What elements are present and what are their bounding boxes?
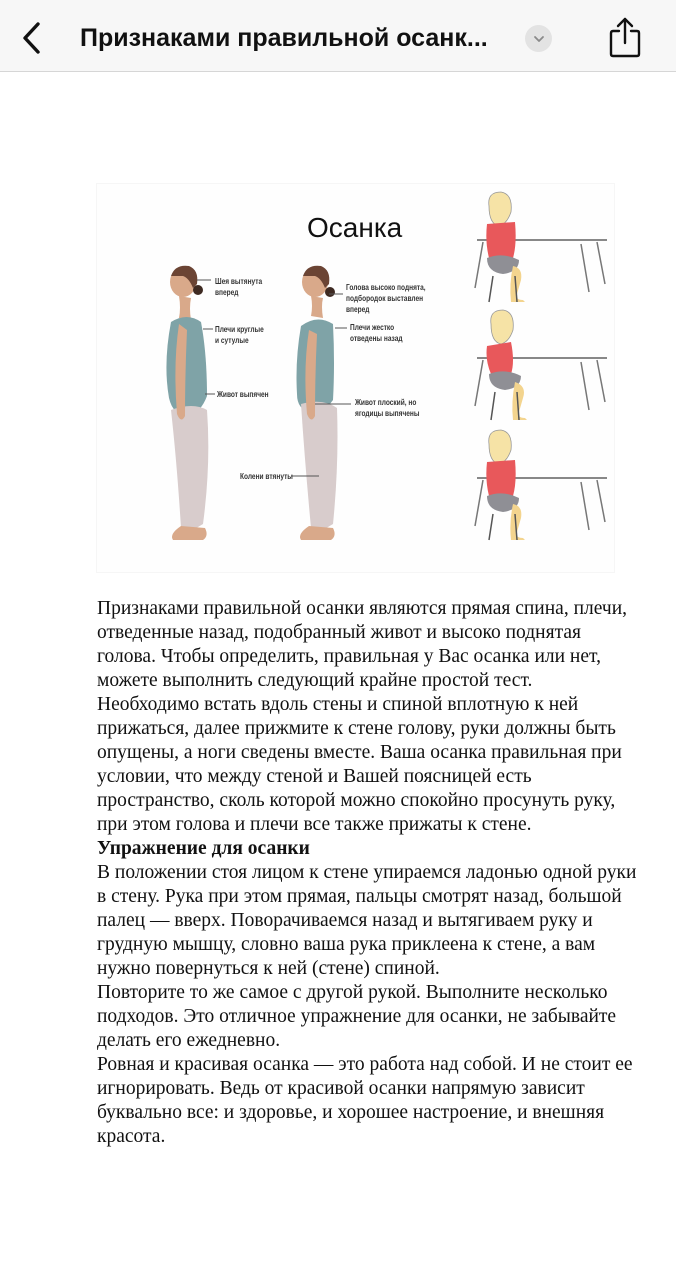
title-dropdown-button[interactable] (525, 25, 552, 52)
label-knees: Колени втянуты (240, 472, 293, 481)
standing-figures-illustration (97, 184, 457, 572)
seated-figures-illustration (457, 184, 617, 572)
seated-figure-1 (475, 192, 607, 302)
seated-figure-2 (475, 310, 607, 420)
figure-bad-posture (166, 266, 208, 540)
label-head-raised: Голова высоко поднята, подбородок выставлен вперед (346, 283, 426, 314)
paragraph-posture-signs: Признаками правильной осанки являются прямая спина, плечи, отведенные назад, подобранный живот и высоко поднятая голова. Чтобы определить, правильная у Вас осанка или нет, можете выполнить следующий крайне простой тест. Необходимо встать вдоль стены и спиной вплотную к ней прижаться, далее прижмите к стене голову, руки должны быть опущены, а ноги сведены вместе. Ваша осанка правильная при условии, что между стеной и Вашей поясницей есть пространство, сколь которой можно спокойно просунуть руку, при этом голова и плечи все также прижаты к стене. (97, 598, 628, 835)
seated-figure-3 (475, 430, 607, 540)
section-heading-exercise: Упражнение для осанки (97, 838, 310, 859)
label-shoulders-back: Плечи жестко отведены назад (350, 323, 403, 343)
chevron-left-icon (20, 21, 42, 55)
chevron-down-icon (532, 34, 546, 44)
label-flat-belly: Живот плоский, но ягодицы выпячены (355, 398, 420, 418)
share-icon (608, 16, 642, 58)
paragraph-repeat: Повторите то же самое с другой рукой. Выполните несколько подходов. Это отличное упражнение для осанки, не забывайте делать его ежедневно. (97, 982, 617, 1051)
figure-stiff-posture (297, 266, 338, 540)
label-round-shoulders: Плечи круглые и сутулые (215, 325, 264, 345)
share-button[interactable] (604, 14, 646, 60)
page-title[interactable]: Признаками правильной осанк... (80, 24, 488, 52)
figure-title: Осанка (307, 212, 403, 243)
back-button[interactable] (14, 18, 48, 58)
paragraph-exercise: В положении стоя лицом к стене упираемся ладонью одной руки в стену. Рука при этом прямая, пальцы смотрят назад, большой палец — вверх. Поворачиваемся назад и вытягиваем руку и грудную мышцу, словно ваша рука приклеена к стене, а вам нужно повернуться к ней (стене) спиной. (97, 862, 637, 979)
label-neck-forward: Шея вытянута вперед (215, 277, 263, 297)
posture-illustration[interactable] (97, 184, 614, 572)
article-body (97, 597, 637, 1149)
paragraph-conclusion: Ровная и красивая осанка — это работа над собой. И не стоит ее игнорировать. Ведь от красивой осанки напрямую зависит буквально все: и здоровье, и хорошее настроение, и внешняя красота. (97, 1054, 633, 1147)
label-belly-out: Живот выпячен (217, 390, 269, 399)
navigation-bar (0, 0, 676, 72)
